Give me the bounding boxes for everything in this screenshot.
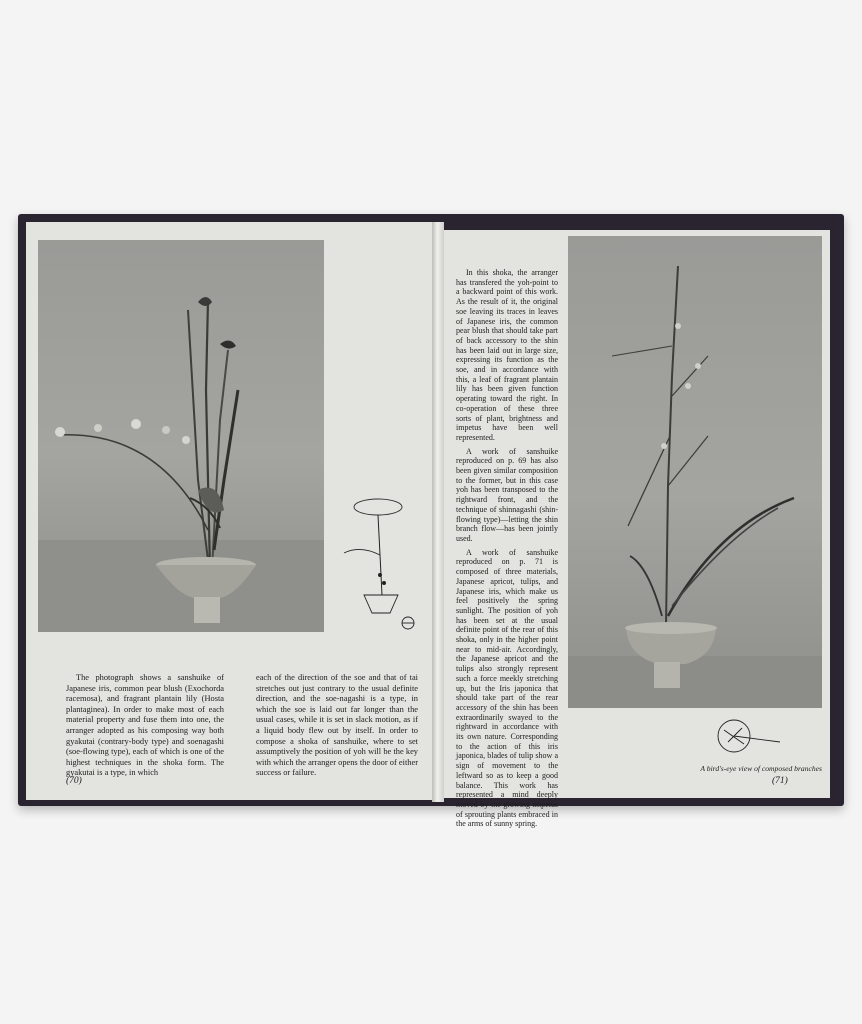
- birds-eye-caption: A bird's-eye view of composed branches: [700, 764, 822, 773]
- right-page-number: (71): [772, 776, 788, 786]
- book-gutter: [432, 222, 444, 802]
- left-text-column-1: The photograph shows a sanshuike of Japanese iris, common pear blush (Exochorda racemosa), and fragrant plantain lily (Hosta plantaginea). In order to make most of each material property and fuse them into one, the arranger adopted as his composing way both gyakutai (contrary-body type) and soenagashi (soe-flowing type), each of which is one of the highest techniques in the shoka form. The gyakutai is a type, in which: [66, 673, 224, 778]
- birds-eye-diagram: [714, 716, 784, 756]
- left-arrangement-illustration: [38, 240, 324, 632]
- left-composition-diagram: [340, 495, 430, 635]
- left-text-column-2: each of the direction of the soe and that of tai stretches out just contrary to the usual definite direction, and the soe-nagashi is a type, in which the soe is laid out far longer than the usual cases, while it is set in slack motion, as if a liquid body flew out by itself. In order to compose a shoka of sanshuike, where to set assumptively the position of yoh will be the key with which the arranger opens the door of either success or failure.: [256, 673, 418, 778]
- left-page-number: (70): [66, 776, 82, 786]
- right-arrangement-illustration: [568, 236, 822, 708]
- right-text-column: In this shoka, the arranger has transfered the yoh-point to a backward point of this work. As the result of it, the original soe leaving its traces in leaves of Japanese iris, the common pear blush that should take part of back accessory to the shin has been laid out in large size, expressing its function as the soe, and in accordance with this, a leaf of fragrant plantain lily has been given function operating toward the right. In co-operation of these three sorts of plant, brightness and impetus have been well represented. A work of sanshuike reproduced on p. 69 has also been given similar composition to the former, but in this case yoh has been transposed to the rightward front, and the technique of shinnagashi (shin-flowing type)—letting the shin branch flow—has been jointly used. A work of sanshuike reproduced on p. 71 is composed of three materials, Japanese apricot, tulips, and Japanese iris, which make us feel positively the spring sunlight. The position of yoh has been set at the usual definite point of the rear of this shoka, only in the higher point near to mid-air. Accordingly, the Japanese apricot and the tulips also strongly represent such a force meekly stretching up, but the Iris japonica that should take part of the rear accessory of the shin has been extraordinarily swayed to the rightward in accordance with its own nature. Corresponding to the action of this iris japonica, blades of tulip show a sign of movement to the leftward so as to keep a good balance. This work has represented a mind deeply moved by the growing impetus of sprouting plants embraced in the arms of sunny spring.: [456, 268, 558, 829]
